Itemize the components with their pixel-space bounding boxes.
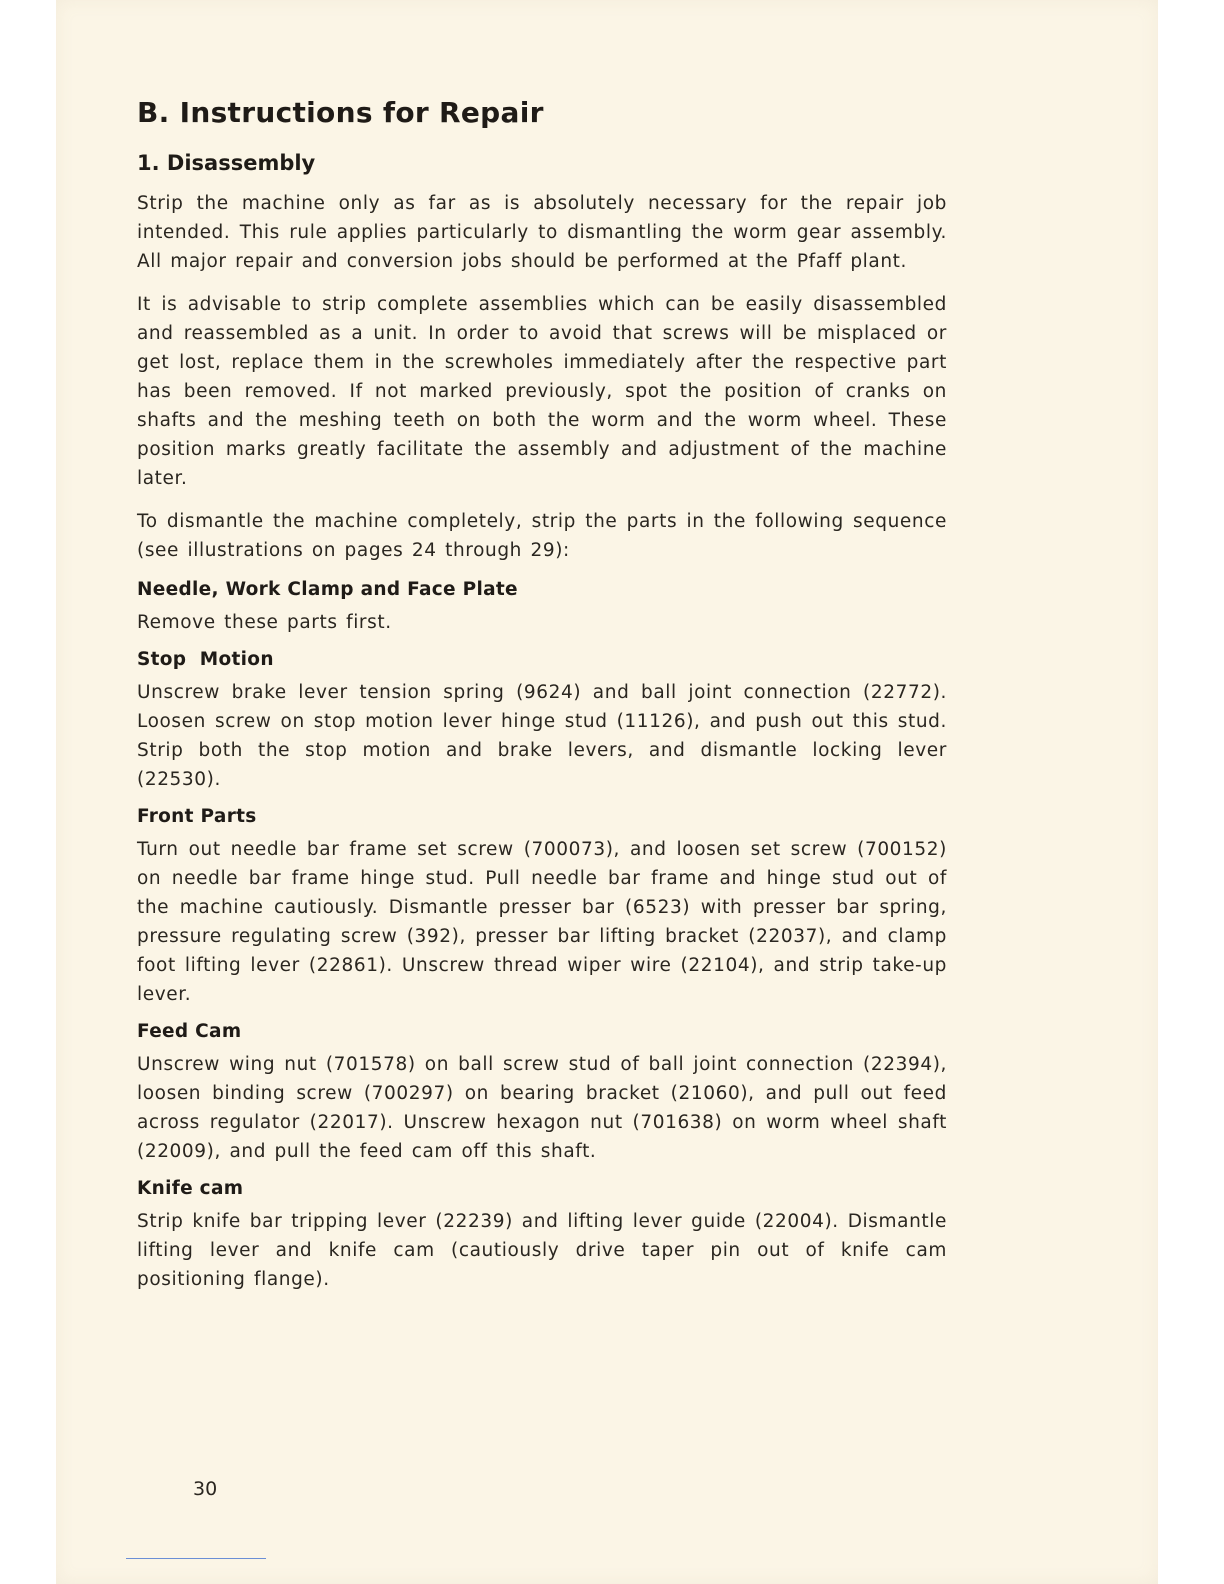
- document-title: B. Instructions for Repair: [137, 96, 544, 129]
- section-needle-work-clamp: [137, 579, 947, 637]
- section-text: Unscrew brake lever tension spring (9624) and ball joint connection (22772). Loosen screw on stop motion lever hinge stud (11126), and push out this stud. Strip both the stop motion and brake levers, and dismantle locking lever (22530).: [137, 682, 947, 790]
- section-text: Turn out needle bar frame set screw (700073), and loosen set screw (700152) on needle bar frame hinge stud. Pull needle bar frame and hinge stud out of the machine cautiously. Dismantle presser bar (6523) with presser bar spring, pressure regulating screw (392), presser bar lifting bracket (22037), and clamp foot lifting lever (22861). Unscrew thread wiper wire (22104), and strip take-up lever.: [137, 839, 947, 1005]
- section-text: Remove these parts first.: [137, 612, 392, 633]
- section-stop-motion: [137, 649, 947, 794]
- intro-paragraph: Strip the machine only as far as is absolutely necessary for the repair job intended. This rule applies particularly to dismantling the worm gear assembly. All major repair and conversion jobs should be performed at the Pfaff plant.: [137, 193, 947, 272]
- section-text: Strip knife bar tripping lever (22239) and lifting lever guide (22004). Dismantle lifting lever and knife cam (cautiously drive taper pin out of knife cam positioning flange).: [137, 1211, 947, 1290]
- section-feed-cam: [137, 1021, 947, 1166]
- section-text: Unscrew wing nut (701578) on ball screw stud of ball joint connection (22394), loosen binding screw (700297) on bearing bracket (21060), and pull out feed across regulator (22017). Unscrew hexagon nut (701638) on worm wheel shaft (22009), and pull the feed cam off this shaft.: [137, 1054, 947, 1162]
- document-body: [137, 96, 947, 1306]
- page-number: 30: [193, 1478, 218, 1500]
- intro-paragraph: To dismantle the machine completely, strip the parts in the following sequence (see illustrations on pages 24 through 29):: [137, 511, 947, 561]
- section-heading: Feed Cam: [137, 1021, 242, 1042]
- intro-paragraph: It is advisable to strip complete assemblies which can be easily disassembled and reassembled as a unit. In order to avoid that screws will be misplaced or get lost, replace them in the screwholes immediately after the respective part has been removed. If not marked previously, spot the position of cranks on shafts and the meshing teeth on both the worm and the worm wheel. These position marks greatly facilitate the assembly and adjustment of the machine later.: [137, 294, 947, 489]
- section-title-disassembly: 1. Disassembly: [137, 151, 316, 175]
- footer-rule: [126, 1558, 266, 1559]
- section-heading: Stop Motion: [137, 649, 274, 670]
- section-front-parts: [137, 806, 947, 1009]
- section-knife-cam: [137, 1178, 947, 1294]
- section-heading: Front Parts: [137, 806, 257, 827]
- section-heading: Knife cam: [137, 1178, 244, 1199]
- section-heading: Needle, Work Clamp and Face Plate: [137, 579, 518, 600]
